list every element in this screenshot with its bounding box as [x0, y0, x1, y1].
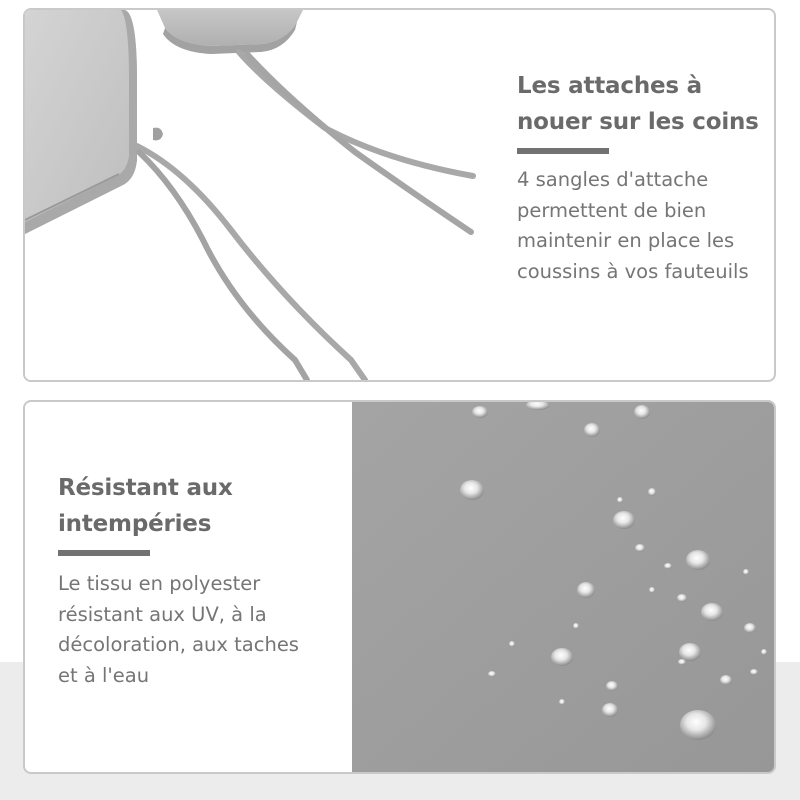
water-droplets-on-fabric-photo [352, 402, 774, 772]
feature-title: Les attaches à nouer sur les coins [517, 73, 759, 135]
title-divider [517, 148, 609, 154]
feature-description: Le tissu en polyester résistant aux UV, à la décoloration, aux taches et à l'eau [58, 572, 299, 687]
feature-card-tie-straps [23, 8, 776, 382]
title-divider [58, 550, 150, 556]
feature-description: 4 sangles d'attache permettent de bien maintenir en place les coussins à vos fauteuils [517, 168, 749, 283]
cushion-tie-straps-photo [25, 10, 495, 380]
feature-title: Résistant aux intempéries [58, 475, 233, 537]
feature-card-weather-resistant [23, 400, 776, 774]
